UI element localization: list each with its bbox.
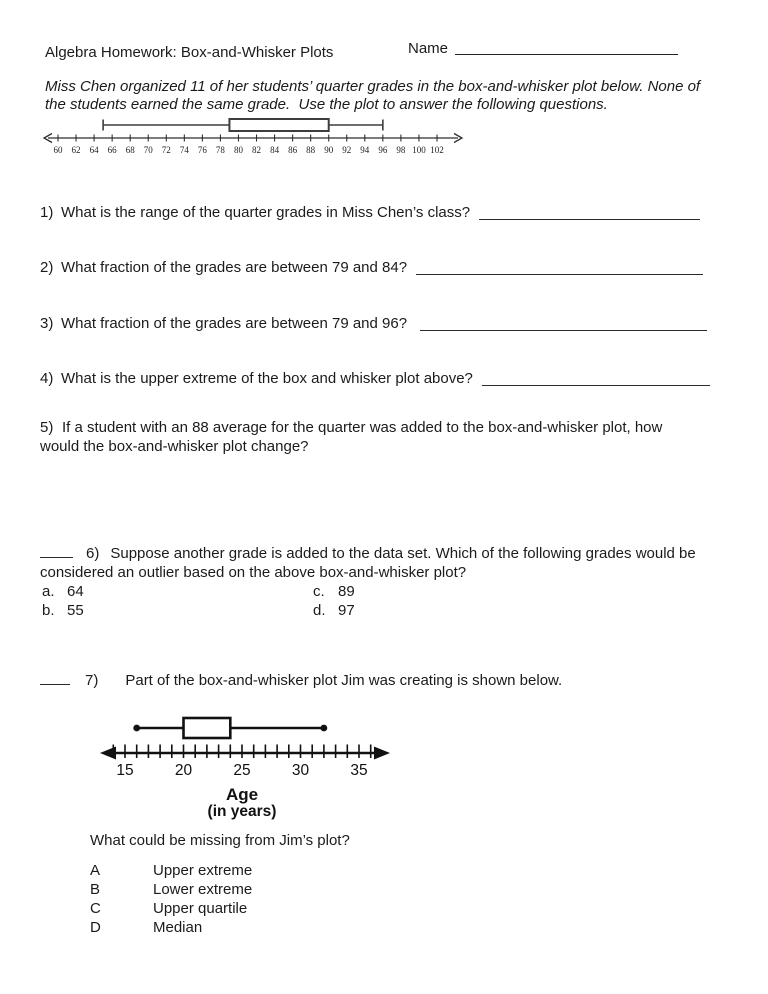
intro-line2: the students earned the same grade. Use the plot to answer the following questions. [45,95,608,113]
question-4-text: What is the upper extreme of the box and whisker plot above? [61,370,473,387]
choice-D-text: Median [153,919,203,936]
svg-text:94: 94 [360,145,370,155]
svg-text:80: 80 [233,145,243,155]
svg-text:84: 84 [270,145,280,155]
question-2 [40,259,703,277]
choice-C-text: Upper quartile [153,900,248,917]
svg-text:102: 102 [430,145,444,155]
choice-B-label[interactable]: B [90,881,101,898]
question-7-text: Part of the box-and-whisker plot Jim was creating is shown below. [125,672,563,689]
intro-paragraph [45,78,750,113]
page-title: Algebra Homework: Box-and-Whisker Plots [45,44,334,61]
question-1-text: What is the range of the quarter grades in Miss Chen’s class? [61,204,471,221]
svg-text:86: 86 [288,145,298,155]
question-2-answer-blank[interactable] [416,272,703,275]
name-blank[interactable] [455,52,678,55]
svg-text:90: 90 [324,145,334,155]
question-7 [40,672,562,689]
question-3-number: 3) [40,315,54,332]
svg-text:78: 78 [215,145,225,155]
svg-text:100: 100 [412,145,426,155]
choice-c[interactable]: c. 89 [313,583,355,600]
svg-text:98: 98 [396,145,406,155]
question-2-number: 2) [40,259,54,276]
svg-text:66: 66 [107,145,117,155]
question-6-choices [42,582,745,620]
svg-text:82: 82 [252,145,262,155]
question-6-line1: 6) Suppose another grade is added to the data set. Which of the following grades would be [40,544,745,563]
question-2-text: What fraction of the grades are between 79 and 84? [61,259,408,276]
question-5-line1: 5) If a student with an 88 average for the quarter was added to the box-and-whisker plot, how [40,419,663,436]
question-3-text: What fraction of the grades are between 79 and 96? [61,315,412,332]
choice-D-label[interactable]: D [90,919,101,936]
choice-A-label[interactable]: A [90,862,101,879]
choice-a[interactable]: a. 64 [42,583,84,600]
svg-text:64: 64 [89,145,99,155]
question-6-answer-blank[interactable] [40,555,73,558]
svg-text:(in years): (in years) [207,803,277,820]
name-label: Name [408,40,449,57]
question-6 [40,544,745,620]
svg-text:88: 88 [306,145,316,155]
intro-line1: Miss Chen organized 11 of her students’ quarter grades in the box-and-whisker plot below. None of [45,78,701,95]
question-7-number: 7) [85,672,99,689]
question-7-choices [90,861,252,937]
question-3-answer-blank[interactable] [420,328,707,331]
svg-text:92: 92 [342,145,352,155]
question-6-number: 6) [86,545,100,562]
boxplot-grades [40,112,470,156]
svg-text:76: 76 [197,145,207,155]
question-6-line2: considered an outlier based on the above box-and-whisker plot? [40,564,467,581]
svg-text:25: 25 [233,762,251,779]
choice-d[interactable]: d. 97 [313,602,355,619]
question-7-followup: What could be missing from Jim’s plot? [90,832,350,849]
svg-text:96: 96 [378,145,388,155]
svg-text:72: 72 [161,145,171,155]
question-5-line2: would the box-and-whisker plot change? [40,438,309,455]
question-3 [40,315,707,333]
svg-text:30: 30 [291,762,310,779]
question-7-answer-blank[interactable] [40,682,70,685]
question-4 [40,370,710,388]
svg-text:74: 74 [179,145,189,155]
question-1 [40,204,700,222]
question-5 [40,418,745,456]
svg-text:Age: Age [225,785,259,804]
question-5-number: 5) [40,419,54,436]
svg-text:62: 62 [71,145,81,155]
choice-C-label[interactable]: C [90,900,101,917]
choice-b[interactable]: b. 55 [42,602,84,619]
question-4-answer-blank[interactable] [482,383,710,386]
svg-text:35: 35 [350,762,368,779]
svg-text:15: 15 [116,762,134,779]
boxplot-jim [95,706,415,821]
svg-text:68: 68 [125,145,135,155]
question-1-answer-blank[interactable] [479,217,700,220]
choice-B-text: Lower extreme [153,881,253,898]
svg-text:70: 70 [143,145,153,155]
svg-text:60: 60 [53,145,63,155]
question-1-number: 1) [40,204,54,221]
choice-A-text: Upper extreme [153,862,253,879]
svg-text:20: 20 [174,762,193,779]
question-4-number: 4) [40,370,54,387]
name-field-row [408,40,678,57]
